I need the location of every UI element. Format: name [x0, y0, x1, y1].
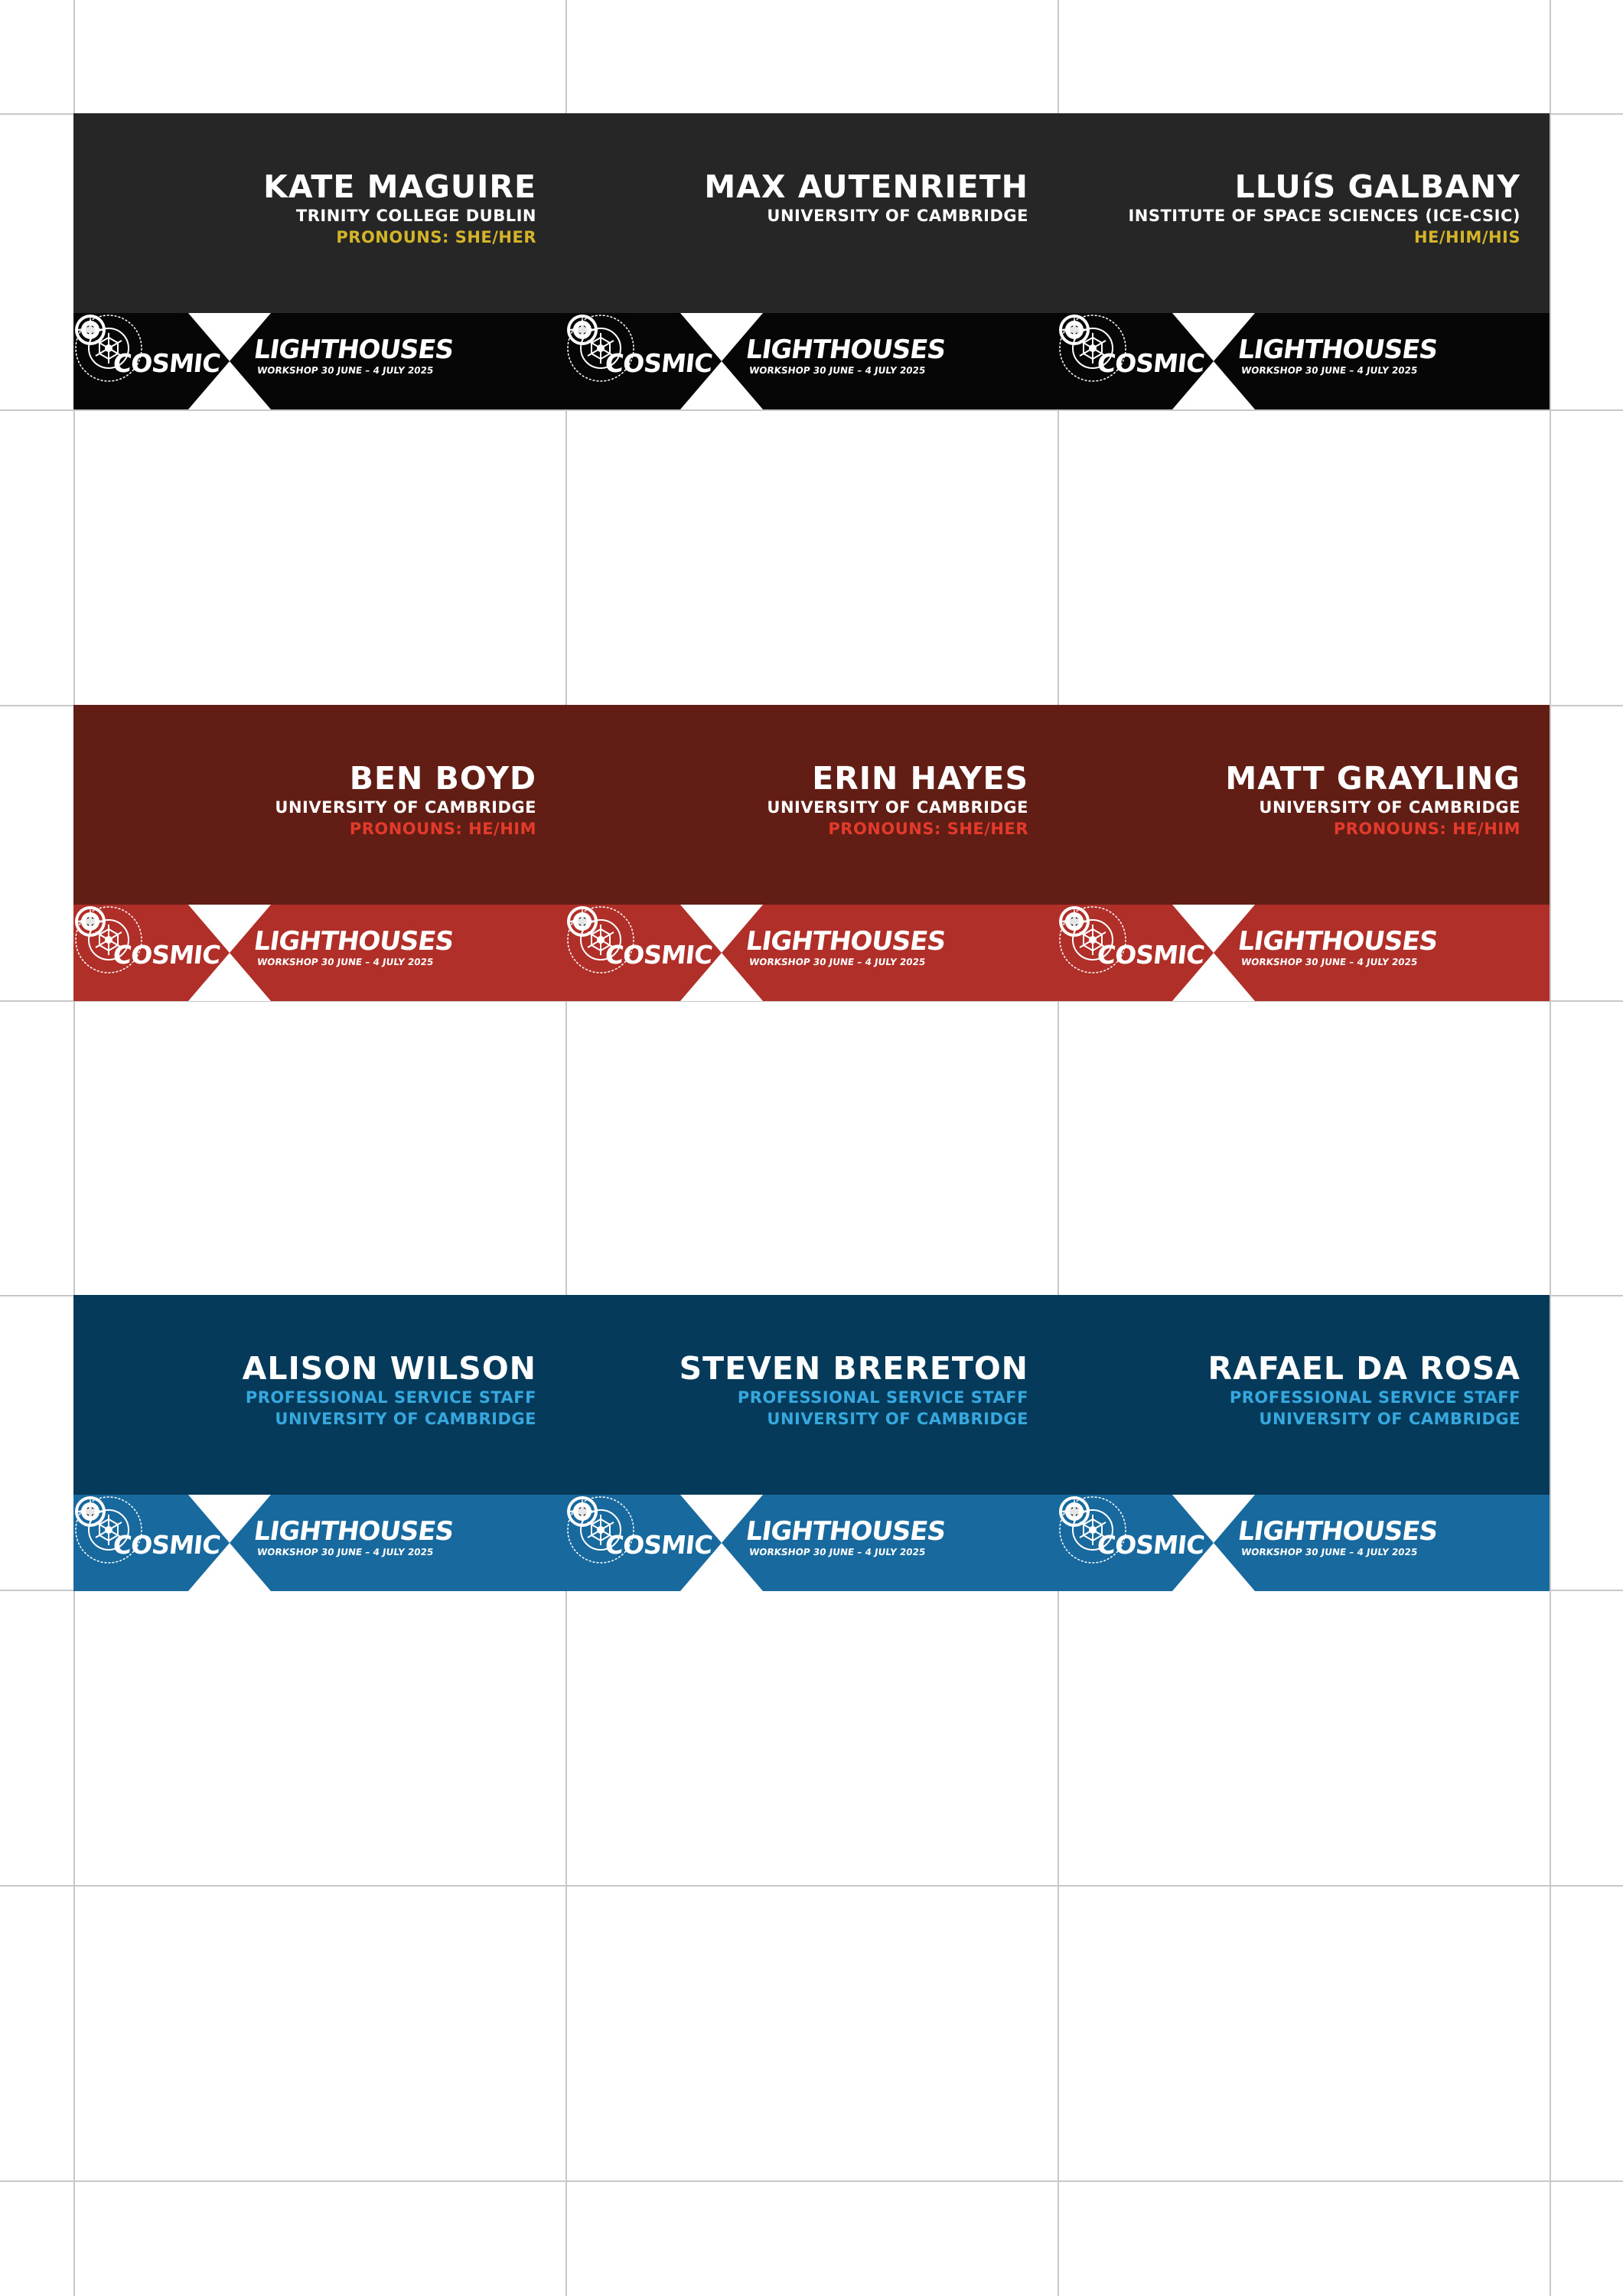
logo-word-cosmic: COSMIC	[1095, 348, 1206, 378]
workshop-dates: WORKSHOP 30 JUNE – 4 JULY 2025	[1240, 1547, 1419, 1557]
logo-word-cosmic: COSMIC	[111, 1530, 222, 1560]
workshop-dates: WORKSHOP 30 JUNE – 4 JULY 2025	[748, 365, 927, 376]
cut-guide-horizontal	[0, 1885, 1623, 1887]
logo-word-lighthouses: LIGHTHOUSES	[744, 926, 947, 957]
logo-word-cosmic: COSMIC	[111, 348, 222, 378]
name-badge	[1058, 1295, 1550, 1591]
event-banner	[1058, 1495, 1550, 1591]
cut-guide-horizontal	[0, 409, 1623, 411]
badge-header	[1058, 113, 1550, 313]
detail-line: HE/HIM/HIS	[1413, 228, 1520, 246]
affiliation-line: TRINITY COLLEGE DUBLIN	[295, 207, 536, 225]
kicc-seal-icon	[565, 313, 636, 383]
name-badge	[1058, 113, 1550, 409]
kicc-seal-icon	[565, 1495, 636, 1565]
kicc-seal-icon	[565, 905, 636, 975]
attendee-name: BEN BOYD	[349, 760, 536, 797]
logo-word-cosmic: COSMIC	[1095, 1530, 1206, 1560]
attendee-name: KATE MAGUIRE	[263, 168, 536, 205]
attendee-name: ERIN HAYES	[812, 760, 1028, 797]
workshop-dates: WORKSHOP 30 JUNE – 4 JULY 2025	[1240, 957, 1419, 967]
kicc-seal-icon	[73, 313, 144, 383]
kicc-seal-icon	[73, 1495, 144, 1565]
logo-word-cosmic: COSMIC	[111, 940, 222, 970]
detail-line: PRONOUNS: SHE/HER	[828, 820, 1028, 838]
badge-header	[1058, 705, 1550, 905]
detail-line: PRONOUNS: HE/HIM	[1333, 820, 1520, 838]
logo-word-cosmic: COSMIC	[603, 1530, 714, 1560]
affiliation-line: UNIVERSITY OF CAMBRIDGE	[275, 798, 536, 817]
badge-header	[565, 1295, 1058, 1495]
event-banner	[73, 905, 565, 1001]
logo-word-cosmic: COSMIC	[603, 940, 714, 970]
affiliation-line: PROFESSIONAL SERVICE STAFF	[737, 1388, 1028, 1407]
name-badge	[73, 1295, 565, 1591]
workshop-dates: WORKSHOP 30 JUNE – 4 JULY 2025	[748, 957, 927, 967]
logo-word-lighthouses: LIGHTHOUSES	[1236, 1516, 1439, 1547]
detail-line: UNIVERSITY OF CAMBRIDGE	[1259, 1410, 1520, 1428]
cut-guide-vertical	[1550, 0, 1551, 2296]
name-badge	[73, 705, 565, 1001]
event-banner	[565, 905, 1058, 1001]
workshop-dates: WORKSHOP 30 JUNE – 4 JULY 2025	[256, 1547, 435, 1557]
affiliation-line: UNIVERSITY OF CAMBRIDGE	[767, 798, 1028, 817]
logo-word-lighthouses: LIGHTHOUSES	[1236, 926, 1439, 957]
workshop-dates: WORKSHOP 30 JUNE – 4 JULY 2025	[1240, 365, 1419, 376]
logo-word-lighthouses: LIGHTHOUSES	[744, 1516, 947, 1547]
name-badge	[1058, 705, 1550, 1001]
name-badge	[565, 1295, 1058, 1591]
event-banner	[73, 313, 565, 409]
workshop-dates: WORKSHOP 30 JUNE – 4 JULY 2025	[256, 957, 435, 967]
logo-word-lighthouses: LIGHTHOUSES	[252, 334, 455, 365]
attendee-name: LLUíS GALBANY	[1234, 168, 1520, 205]
name-badge	[565, 113, 1058, 409]
logo-word-cosmic: COSMIC	[603, 348, 714, 378]
detail-line: UNIVERSITY OF CAMBRIDGE	[767, 1410, 1028, 1428]
cut-guide-horizontal	[0, 2180, 1623, 2182]
event-banner	[565, 1495, 1058, 1591]
affiliation-line: INSTITUTE OF SPACE SCIENCES (ICE-CSIC)	[1128, 207, 1520, 225]
event-banner	[565, 313, 1058, 409]
workshop-dates: WORKSHOP 30 JUNE – 4 JULY 2025	[748, 1547, 927, 1557]
event-banner	[1058, 905, 1550, 1001]
detail-line: PRONOUNS: SHE/HER	[336, 228, 536, 246]
badge-header	[73, 1295, 565, 1495]
affiliation-line: PROFESSIONAL SERVICE STAFF	[245, 1388, 536, 1407]
event-banner	[73, 1495, 565, 1591]
badge-header	[565, 705, 1058, 905]
affiliation-line: UNIVERSITY OF CAMBRIDGE	[1259, 798, 1520, 817]
name-badge	[565, 705, 1058, 1001]
logo-word-lighthouses: LIGHTHOUSES	[252, 1516, 455, 1547]
attendee-name: STEVEN BRERETON	[679, 1350, 1028, 1387]
badge-header	[73, 705, 565, 905]
badge-header	[565, 113, 1058, 313]
affiliation-line: UNIVERSITY OF CAMBRIDGE	[767, 207, 1028, 225]
name-badge	[73, 113, 565, 409]
attendee-name: MAX AUTENRIETH	[704, 168, 1028, 205]
kicc-seal-icon	[73, 905, 144, 975]
kicc-seal-icon	[1058, 1495, 1128, 1565]
logo-word-cosmic: COSMIC	[1095, 940, 1206, 970]
logo-word-lighthouses: LIGHTHOUSES	[1236, 334, 1439, 365]
detail-line: PRONOUNS: HE/HIM	[349, 820, 536, 838]
badge-header	[1058, 1295, 1550, 1495]
attendee-name: ALISON WILSON	[242, 1350, 536, 1387]
attendee-name: RAFAEL DA ROSA	[1207, 1350, 1520, 1387]
event-banner	[1058, 313, 1550, 409]
attendee-name: MATT GRAYLING	[1225, 760, 1520, 797]
kicc-seal-icon	[1058, 905, 1128, 975]
affiliation-line: PROFESSIONAL SERVICE STAFF	[1229, 1388, 1520, 1407]
logo-word-lighthouses: LIGHTHOUSES	[252, 926, 455, 957]
kicc-seal-icon	[1058, 313, 1128, 383]
logo-word-lighthouses: LIGHTHOUSES	[744, 334, 947, 365]
workshop-dates: WORKSHOP 30 JUNE – 4 JULY 2025	[256, 365, 435, 376]
badge-header	[73, 113, 565, 313]
detail-line: UNIVERSITY OF CAMBRIDGE	[275, 1410, 536, 1428]
